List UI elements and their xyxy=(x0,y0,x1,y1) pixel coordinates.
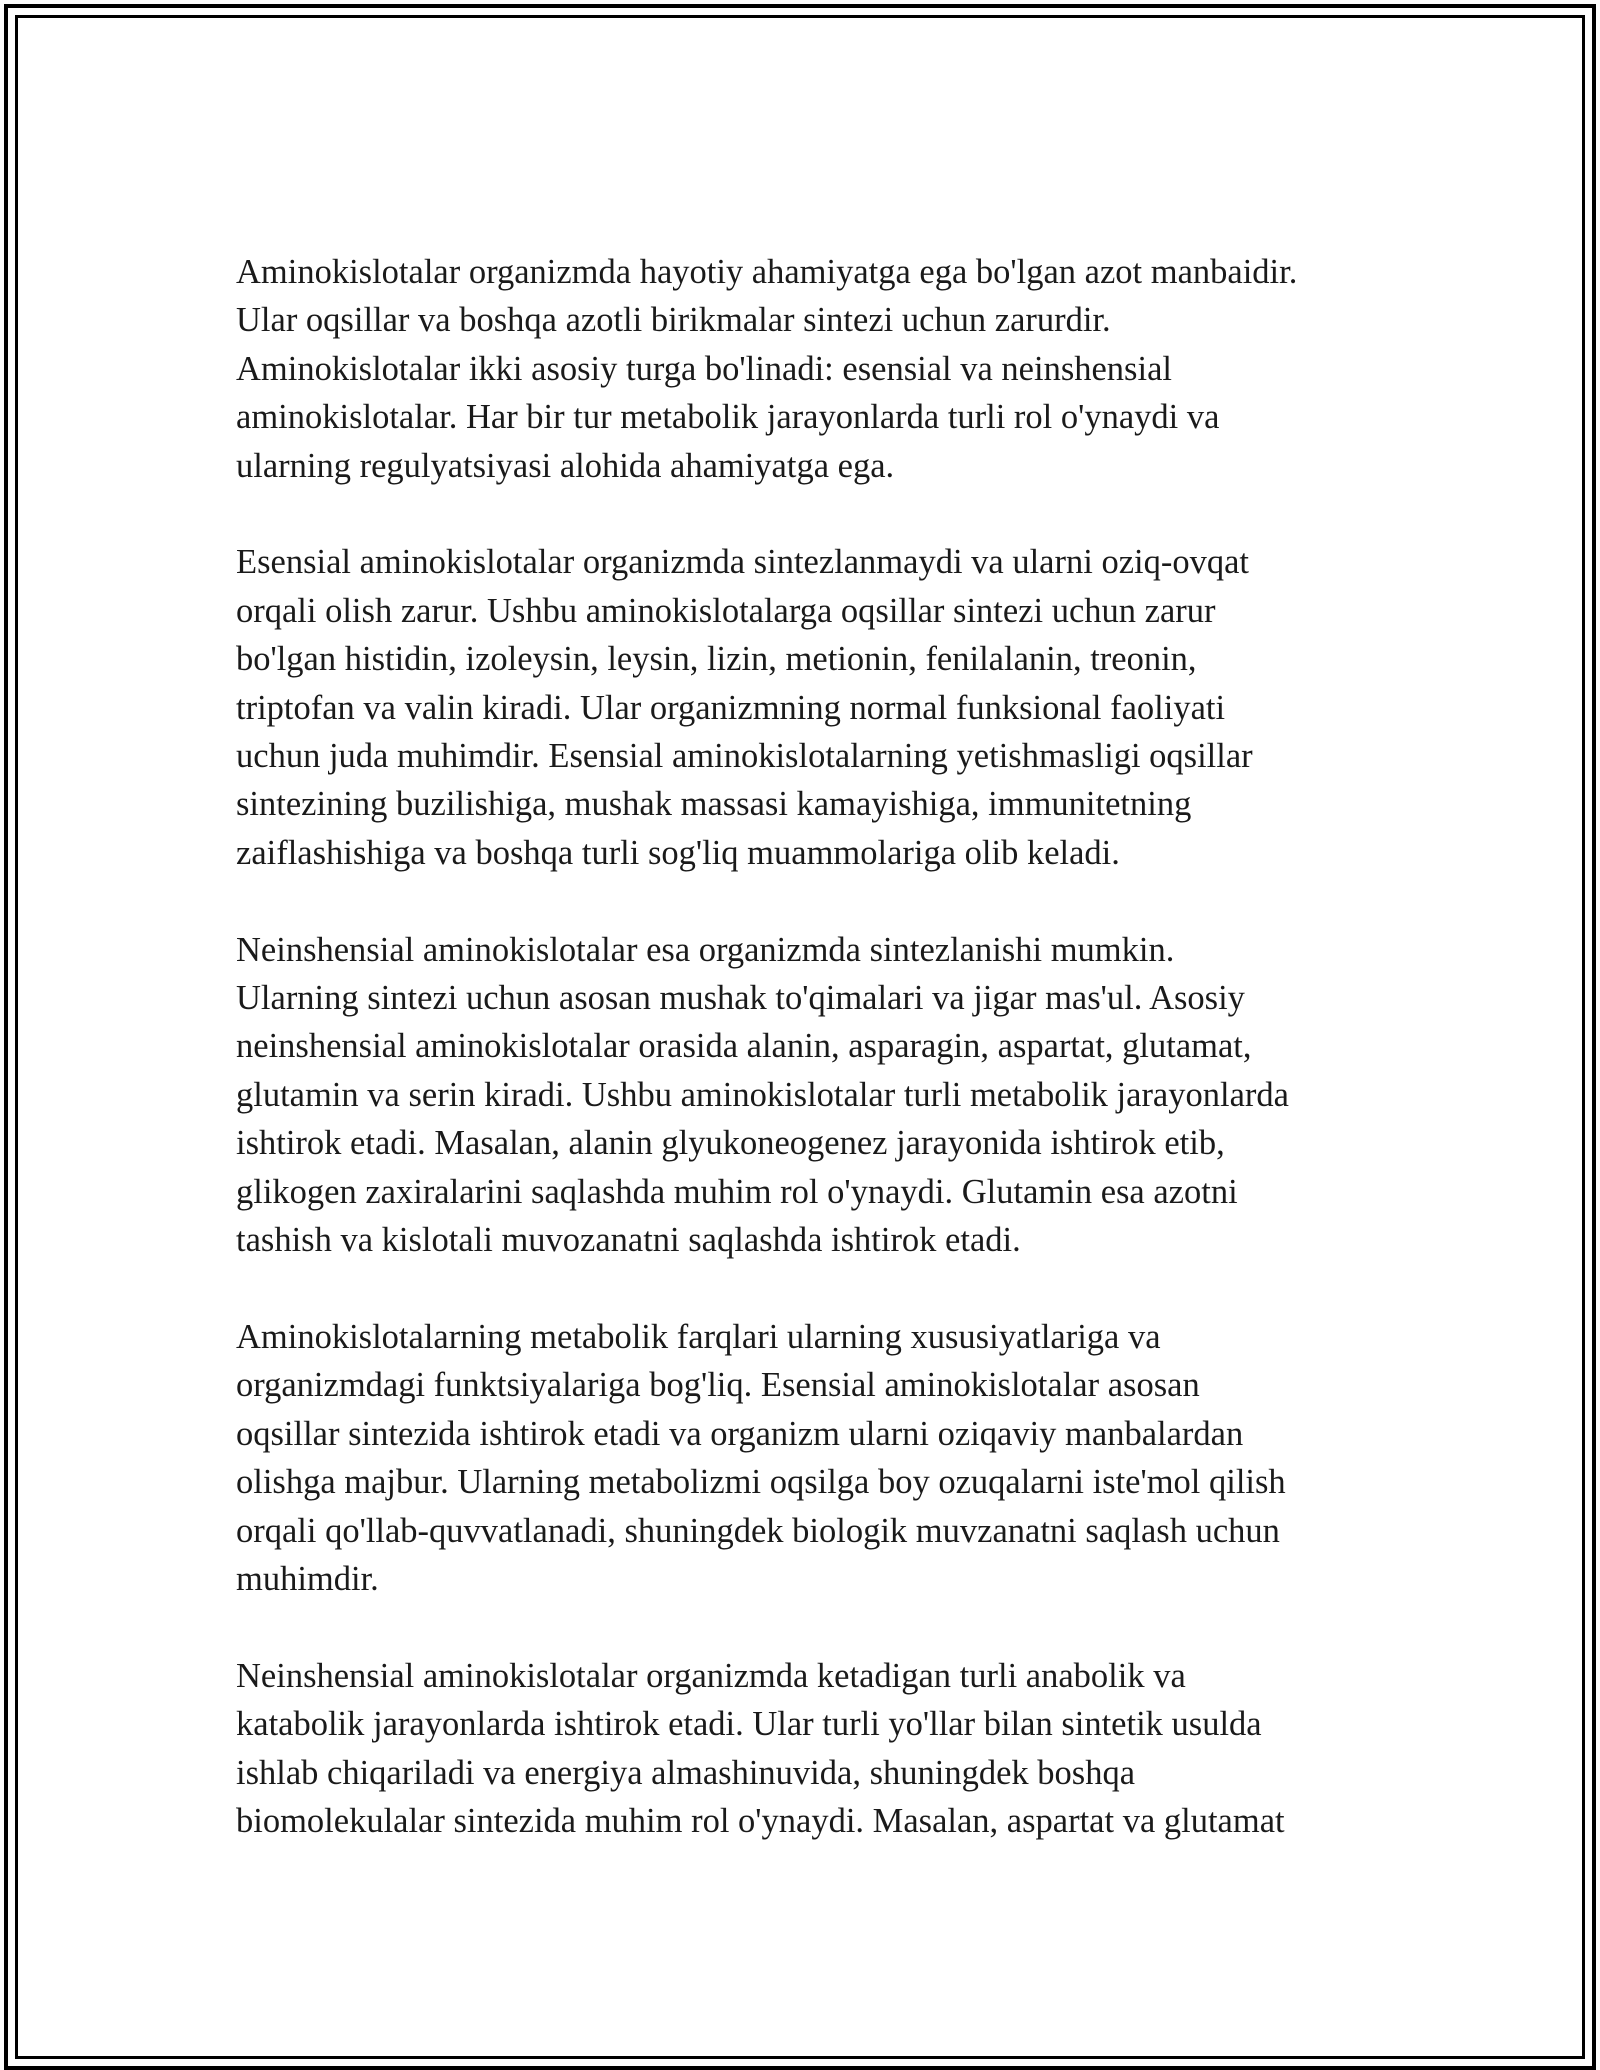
paragraph-4 xyxy=(236,1313,1366,1603)
text-line: tashish va kislotali muvozanatni saqlashda ishtirok etadi. xyxy=(236,1221,1021,1260)
text-line: biomolekulalar sintezida muhim rol o'ynaydi. Masalan, aspartat va glutamat xyxy=(236,1801,1285,1840)
text-line: Neinshensial aminokislotalar esa organizmda sintezlanishi mumkin. xyxy=(236,930,1175,969)
paragraph-2 xyxy=(236,538,1366,877)
text-line: ishlab chiqariladi va energiya almashinuvida, shuningdek boshqa xyxy=(236,1753,1136,1792)
text-line: Ularning sintezi uchun asosan mushak to'qimalari va jigar mas'ul. Asosiy xyxy=(236,979,1245,1018)
text-line: Neinshensial aminokislotalar organizmda ketadigan turli anabolik va xyxy=(236,1656,1186,1695)
document-body xyxy=(236,248,1366,1894)
text-line: orqali qo'llab-quvvatlanadi, shuningdek biologik muvzanatni saqlash uchun xyxy=(236,1511,1280,1550)
paragraph-1 xyxy=(236,248,1366,490)
text-line: uchun juda muhimdir. Esensial aminokislotalarning yetishmasligi oqsillar xyxy=(236,737,1253,776)
text-line: Aminokislotalar ikki asosiy turga bo'linadi: esensial va neinshensial xyxy=(236,349,1172,388)
text-line: glikogen zaxiralarini saqlashda muhim rol o'ynaydi. Glutamin esa azotni xyxy=(236,1172,1238,1211)
text-line: bo'lgan histidin, izoleysin, leysin, lizin, metionin, fenilalanin, treonin, xyxy=(236,640,1197,679)
text-line: oqsillar sintezida ishtirok etadi va organizm ularni oziqaviy manbalardan xyxy=(236,1414,1244,1453)
text-line: glutamin va serin kiradi. Ushbu aminokislotalar turli metabolik jarayonlarda xyxy=(236,1075,1289,1114)
text-line: organizmdagi funktsiyalariga bog'liq. Esensial aminokislotalar asosan xyxy=(236,1366,1200,1405)
text-line: ularning regulyatsiyasi alohida ahamiyatga ega. xyxy=(236,446,895,485)
text-line: orqali olish zarur. Ushbu aminokislotalarga oqsillar sintezi uchun zarur xyxy=(236,591,1216,630)
text-line: olishga majbur. Ularning metabolizmi oqsilga boy ozuqalarni iste'mol qilish xyxy=(236,1463,1286,1502)
paragraph-5 xyxy=(236,1652,1366,1846)
paragraph-3 xyxy=(236,926,1366,1265)
text-line: Esensial aminokislotalar organizmda sintezlanmaydi va ularni oziq-ovqat xyxy=(236,543,1249,582)
text-line: triptofan va valin kiradi. Ular organizmning normal funksional faoliyati xyxy=(236,688,1226,727)
text-line: katabolik jarayonlarda ishtirok etadi. Ular turli yo'llar bilan sintetik usulda xyxy=(236,1705,1262,1744)
text-line: muhimdir. xyxy=(236,1559,379,1598)
text-line: Aminokislotalarning metabolik farqlari ularning xususiyatlariga va xyxy=(236,1317,1161,1356)
text-line: aminokislotalar. Har bir tur metabolik jarayonlarda turli rol o'ynaydi va xyxy=(236,398,1220,437)
text-line: Ular oqsillar va boshqa azotli birikmalar sintezi uchun zarurdir. xyxy=(236,301,1111,340)
text-line: Aminokislotalar organizmda hayotiy ahamiyatga ega bo'lgan azot manbaidir. xyxy=(236,253,1298,291)
text-line: sintezining buzilishiga, mushak massasi kamayishiga, immunitetning xyxy=(236,785,1192,824)
text-line: neinshensial aminokislotalar orasida alanin, asparagin, aspartat, glutamat, xyxy=(236,1027,1252,1066)
text-line: ishtirok etadi. Masalan, alanin glyukoneogenez jarayonida ishtirok etib, xyxy=(236,1124,1225,1163)
text-line: zaiflashishiga va boshqa turli sog'liq muammolariga olib keladi. xyxy=(236,833,1120,872)
